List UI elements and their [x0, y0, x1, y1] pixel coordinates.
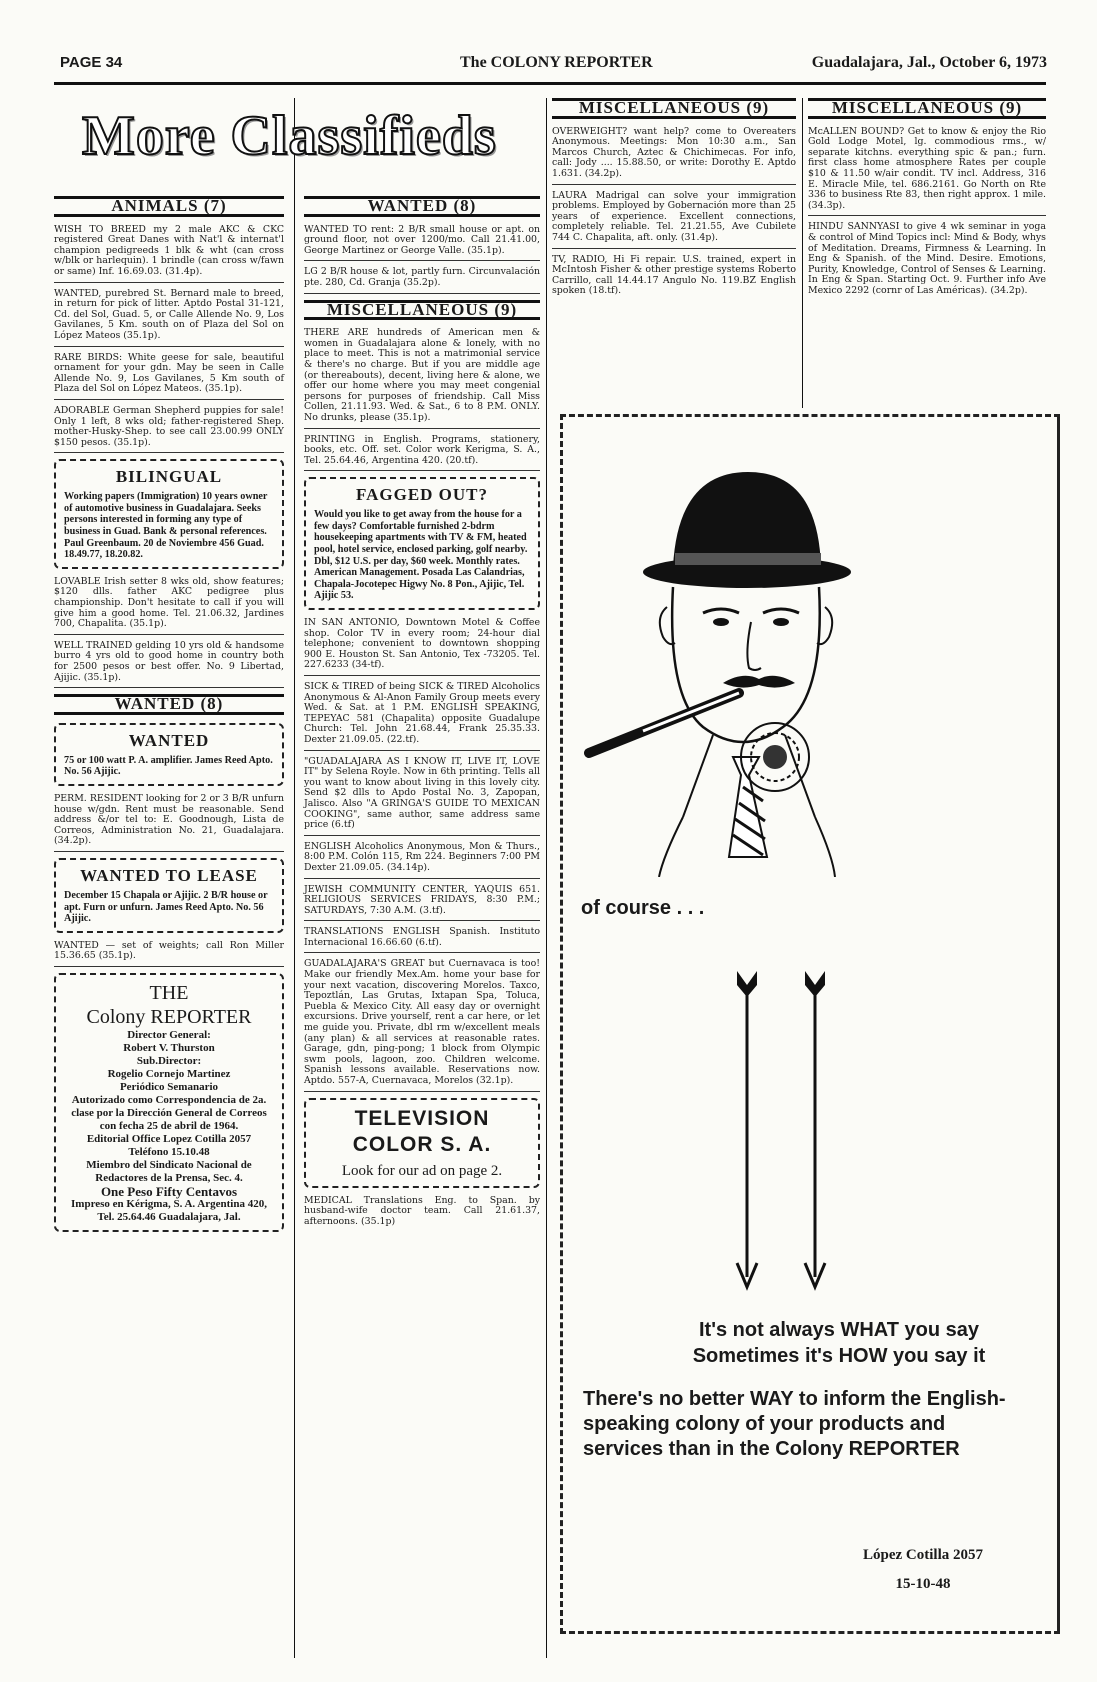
- bowler-hat-crown: [673, 472, 821, 567]
- classified-ad: LAURA Madrigal can solve your immigration problems. Employed by Gobernación more than 25 years of experience. Excellent connections, completely reliable. Tel. 21.21.55, Ave Cubilete 744 C. Chapalita, aft. only. (31.4p).: [552, 191, 796, 249]
- section-header-wanted: WANTED (8): [304, 196, 540, 217]
- colony-name: Colony REPORTER: [86, 1005, 252, 1028]
- classified-ad: WISH TO BREED my 2 male AKC & CKC registered Great Danes with Nat'l & internat'l champion pedigreeds 1 blk & wht (can cross w/blk or harlequin). 1 brindle (can cross w/fawn or same) Inf. 16.69.03. (31.4p).: [54, 225, 284, 283]
- box-body: Look for our ad on page 2.: [341, 1162, 503, 1179]
- classified-ad: RARE BIRDS: White geese for sale, beautiful ornament for your gdn. May be seen in Calle Allende No. 9, Los Gavilanes, 5 Km south of Plaza del Sol on López Mateos. (35.1p).: [54, 353, 284, 400]
- hat-band: [675, 553, 821, 565]
- phone-line: 15-10-48: [895, 1576, 951, 1592]
- classified-ad: SICK & TIRED of being SICK & TIRED Alcoholics Anonymous & Al-Anon Family Group meets every Wed. & Sat. at 1 P.M. ENGLISH SPEAKING, TEPEYAC 581 (Chapalita) opposite Guadalupe Church: Tel. John 21.68.44, Frank 25.35.33. Dexter 21.09.05. (22.tf).: [304, 682, 540, 751]
- flower-center: [763, 745, 787, 769]
- colony-line: Autorizado como Correspondencia de 2a. clase por la Dirección General de Correos con fecha 25 de abril de 1964.: [71, 1093, 267, 1132]
- classified-ad: PERM. RESIDENT looking for 2 or 3 B/R unfurn house w/gdn. Rent must be reasonable. Send address &/or tel to: E. Goodnough, Lista de Correos, Administration No. 21, Guadalajara. (34.2p).: [54, 794, 284, 852]
- box-title: WANTED: [128, 730, 210, 750]
- slogan-line-2: Sometimes it's HOW you say it: [692, 1345, 986, 1367]
- classified-ad: PRINTING in English. Programs, stationery, books, etc. Off. set. Color work Kerigma, S. A., Tel. 25.64.46, Argentina 420. (20.tf).: [304, 435, 540, 472]
- right-eye: [773, 618, 789, 626]
- striped-tie: [729, 757, 767, 857]
- eyebrows: [703, 609, 799, 613]
- colony-reporter-advertisement: [560, 414, 1060, 1634]
- classified-ad: WANTED — set of weights; call Ron Miller 15.36.65 (35.1p).: [54, 941, 284, 967]
- colony-line: Editorial Office Lopez Cotilla 2057: [86, 1132, 252, 1145]
- header-rule: [54, 82, 1046, 85]
- colony-reporter-box: [54, 973, 284, 1232]
- classified-ad: WANTED, purebred St. Bernard male to breed, in return for pick of litter. Aptdo Postal 31-121, Cd. del Sol, Guad. 5, or Calle Allende No. 9, Los Gavilanes, 5 Km. south on of Plaza del Sol on López Mateos (35.1p).: [54, 289, 284, 347]
- page-number: PAGE 34: [60, 54, 123, 71]
- box-body: December 15 Chapala or Ajijic. 2 B/R house or apt. Furn or unfurn. James Reed Apto. No. 56 Ajijic.: [64, 889, 268, 925]
- column-rule: [546, 98, 547, 1658]
- classified-ad: HINDU SANNYASI to give 4 wk seminar in yoga & control of Mind Topics incl: Mind & Body, whys of Meditation. Dreams, Firmness & Learning. In Eng & Spanish. of the Mind. Desire. Emotions, Purity, Knowledge, Control of Senses & Learning. In Eng & Span. Starting Oct. 9. Further info Ave Mexico 2292 (cornr of Las Américas). (34.2p).: [808, 221, 1046, 296]
- paper-name: The COLONY REPORTER: [460, 54, 653, 71]
- ad-address: [813, 1541, 1033, 1599]
- box-title: WANTED TO LEASE: [80, 865, 258, 885]
- wanted-box: [54, 723, 284, 786]
- classified-ad: "GUADALAJARA AS I KNOW IT, LIVE IT, LOVE IT" by Selena Royle. Now in 6th printing. Tells all you want to know about living in this lovely city. Send $2 dlls to Apdo Postal No. 3, Zapopan, Jalisco. Also "A GRINGA'S GUIDE TO MEXICAN COOKING", same author, same address same price (6.tf): [304, 757, 540, 836]
- classified-ad: TV, RADIO, Hi Fi repair. U.S. trained, expert in McIntosh Fisher & other prestige systems Roberto Carrillo, call 14.44.17 Angulo No. 119.BZ English spoken (18.tf).: [552, 253, 796, 297]
- face-outline: [672, 587, 820, 742]
- classified-ad: JEWISH COMMUNITY CENTER, YAQUIS 651. RELIGIOUS SERVICES FRIDAYS, 8:30 P.M.; SATURDAYS, 7:30 A.M. (3.tf).: [304, 885, 540, 922]
- column-1: [54, 196, 284, 1240]
- colony-line: Rogelio Cornejo Martinez: [107, 1067, 231, 1080]
- colony-line: Director General:: [127, 1028, 211, 1041]
- address-line: López Cotilla 2057: [863, 1547, 983, 1563]
- of-course-caption: of course . . .: [581, 897, 705, 919]
- section-header-wanted: WANTED (8): [54, 694, 284, 715]
- section-header-animals: ANIMALS (7): [54, 196, 284, 217]
- colony-line: Teléfono 15.10.48: [128, 1145, 210, 1158]
- classified-ad: WANTED TO rent: 2 B/R small house or apt. on ground floor, not over 1200/mo. Call 21.41.00, George Martinez or George Valle. (35.1p).: [304, 225, 540, 262]
- box-body: Working papers (Immigration) 10 years owner of automotive business in Guadalajara. Seeks persons interested in forming any type of business in Guad. Bank & personal references. Paul Greenbaum. 20 de Noviembre 456 Guad. 18.49.77, 18.20.82.: [64, 491, 268, 561]
- colony-line: Miembro del Sindicato Nacional de Redactores de la Prensa, Sec. 4.: [86, 1158, 252, 1184]
- colony-line: One Peso Fifty Centavos: [100, 1183, 238, 1199]
- column-2: [304, 196, 540, 1237]
- dateline: Guadalajara, Jal., October 6, 1973: [811, 54, 1047, 71]
- box-body: Would you like to get away from the house for a few days? Comfortable furnished 2-bdrm housekeeping apartments with TV & FM, heated pool, hotel service, enclosed parking, golf nearby. Dbl, $12 U.S. per day, $60 week. Monthly rates. American Management. Posada Las Calandrias, Chapala-Jocotepec Higwy No. 8 Pon., Ajijic, Tel. Ajijic 53.: [314, 509, 528, 602]
- slogan: [629, 1317, 1049, 1369]
- classified-ad: THERE ARE hundreds of American men & women in Guadalajara alone & lonely, with no place to meet. This is not a matrimonial service & there's no charge. But if you are middle age (or thereabouts), decent, living here & alone, we offer our home where you may meet congenial persons for purposes of friendship. Call Miss Collen, 21.11.93. Wed. & Sat., 6 to 8 P.M. ONLY. No drunks, please (35.1p).: [304, 328, 540, 428]
- classified-ad: IN SAN ANTONIO, Downtown Motel & Coffee shop. Color TV in every room; 24-hour dial telephone; convenient to downtown shopping 900 E. Houston St. San Antonio, Tex -73205. Tel. 227.6233 (34-tf).: [304, 618, 540, 676]
- left-eye: [713, 618, 729, 626]
- bowler-hat-man-illustration: [563, 457, 1057, 877]
- classified-ad: ADORABLE German Shepherd puppies for sale! Only 1 left, 8 wks old; father-registered Shep. mother-Husky-Shep. to see call 23.00.99 ONLY $150 pesos. (35.1p).: [54, 406, 284, 453]
- holder-highlight: [643, 693, 739, 731]
- bilingual-box: [54, 459, 284, 569]
- television-color-box: [304, 1098, 540, 1188]
- colony-line: Sub.Director:: [136, 1054, 202, 1067]
- nose: [747, 622, 761, 670]
- mustache: [723, 676, 795, 688]
- section-header-miscellaneous: MISCELLANEOUS (9): [552, 98, 796, 119]
- column-3: [552, 98, 796, 307]
- box-title: TELEVISION COLOR S. A.: [352, 1106, 492, 1156]
- colony-the: THE: [149, 981, 189, 1004]
- arrows-illustration: [723, 957, 843, 1297]
- lease-box: [54, 858, 284, 933]
- pitch-text: There's no better WAY to inform the English-speaking colony of your products and services than in the Colony REPORTER: [583, 1388, 1006, 1460]
- classified-ad: ENGLISH Alcoholics Anonymous, Mon & Thurs., 8:00 P.M. Colón 115, Rm 224. Beginners 7:00 PM Dexter 21.09.05. (34.14p).: [304, 842, 540, 879]
- box-title: BILINGUAL: [115, 467, 223, 487]
- fagged-out-box: [304, 477, 540, 610]
- column-rule: [802, 98, 803, 408]
- classified-ad: LG 2 B/R house & lot, partly furn. Circunvalación pte. 280, Cd. Granja (35.2p).: [304, 267, 540, 293]
- column-rule: [294, 98, 295, 1658]
- slogan-line-1: It's not always WHAT you say: [699, 1319, 979, 1341]
- colony-line: Periódico Semanario: [119, 1080, 219, 1093]
- classified-ad: LOVABLE Irish setter 8 wks old, show features; $120 dlls. father AKC pedigree plus championship. Don't hesitate to call if you will give him a good home. Tel. 21.06.32, Jardines 700, Chapalita. (35.1p).: [54, 577, 284, 635]
- page-header: [60, 54, 1047, 76]
- column-4: [808, 98, 1046, 307]
- classified-ad: MEDICAL Translations Eng. to Span. by husband-wife doctor team. Call 21.61.37, afternoons. (35.1p): [304, 1194, 540, 1227]
- colony-line: Impreso en Kérigma, S. A. Argentina 420, Tel. 25.64.46 Guadalajara, Jal.: [71, 1197, 267, 1223]
- section-header-miscellaneous: MISCELLANEOUS (9): [808, 98, 1046, 119]
- classified-ad: McALLEN BOUND? Get to know & enjoy the Rio Gold Lodge Motel, lg. commodious rms., w/ separate kitchns. everything spic & pan.; furn. first class home atmosphere Rates per couple $10 & 11.50 w/air condit. TV incl. Address, 316 E. Miracle Mile, tel. 686.2161. Go North on Rte 336 to business Rte 83, then right approx. 1 mile. (34.3p).: [808, 127, 1046, 217]
- colony-line: Robert V. Thurston: [123, 1041, 215, 1054]
- section-header-miscellaneous: MISCELLANEOUS (9): [304, 300, 540, 321]
- classified-ad: OVERWEIGHT? want help? come to Overeaters Anonymous. Meetings: Mon 10:30 a.m., San Marcos Church, Aztec & Chichimecas. For info, call: Jody .... 15.88.50, or write: Dorothy E. Aptdo 1.631. (34.2p).: [552, 127, 796, 185]
- classified-ad: TRANSLATIONS ENGLISH Spanish. Instituto Internacional 16.66.60 (6.tf).: [304, 927, 540, 953]
- box-body: 75 or 100 watt P. A. amplifier. James Reed Apto. No. 56 Ajijic.: [64, 754, 273, 778]
- masthead-title: More Classifieds: [82, 105, 497, 167]
- box-title: FAGGED OUT?: [355, 485, 489, 505]
- classified-ad: GUADALAJARA'S GREAT but Cuernavaca is too! Make our friendly Mex.Am. home your base for your next vacation, discovering Morelos. Taxco, Tepoztlán, Las Grutas, Ixtapan Spa, Toluca, Puebla & Mexico City. All easy day or overnight excursions. Drive yourself, rent a car here, or let me guide you. Private, dbl rm w/excellent meals (any plan) & all services at reasonable rates. Garage, gdn, ping-pong; 1 block from Olympic swm pools, lagoon, zoo. Children welcome. Spanish lessons available. Reservations now. Aptdo. 557-A, Cuernavaca, Morelos (32.1p).: [304, 959, 540, 1091]
- classified-ad: WELL TRAINED gelding 10 yrs old & handsome burro 4 yrs old to good home in country both for 2500 pesos or best offer. No. 9 Libertad, Ajijic. (35.1p).: [54, 641, 284, 688]
